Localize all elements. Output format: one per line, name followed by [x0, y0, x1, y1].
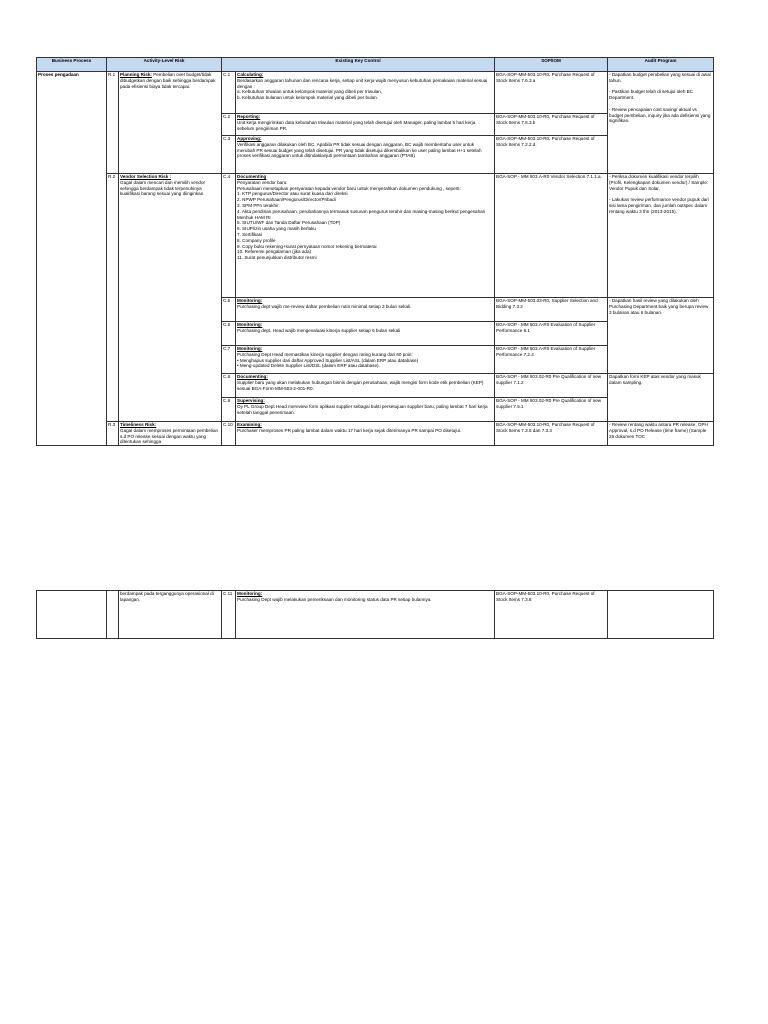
audit-cell: - Review rentang waktu antara PR release, OPH Approval, s.d PO Release (time frame) (Sample 25 dokumen TOC	[608, 422, 714, 446]
risk-control-table	[36, 57, 714, 446]
sop-cell: BGA-SOP - MM 503.A-R0 Evaluation of Supplier Performance 7.2.4	[495, 346, 608, 374]
control-code-cell: C.8	[222, 374, 236, 398]
header-row	[37, 58, 714, 72]
control-code-cell: C.3	[222, 136, 236, 174]
header-sop: SOP/IOM	[495, 58, 608, 72]
header-key-control: Existing Key Control	[222, 58, 495, 72]
sop-cell: BGA-SOP - MM 503.02-R0 Pre Qualification of new supplier 7.1.2	[495, 374, 608, 398]
audit-cell: - Dapatkan budget pembelian yang sesuai di awal tahun. - Pastikan budget telah di setujui oleh BC Department. - Review pencapaian cost saving/ aktual vs budget pembelian, inquiry jika ada defisiensi yang signifikan.	[608, 72, 714, 174]
control-cell: Documenting: Supplier baru yang akan melakukan hubungan bisnis dengan perusahaan, wajib mengisi form kode etik pembelian (KEP) sesuai BGA-Form-MM-503-2-001-R0.	[236, 374, 495, 398]
risk-cell: Timeliness Risk: Gagal dalam memproses permintaan pembelian s.d PO release sesuai dengan waktu yang ditentukan sehingga	[119, 422, 222, 446]
risk-cell: Vendor Selection Risk : Gagal dalam mencari dan memilih vendor sehingga berdampak tidak terpenuhinya kualifikasi barang sesuai yang diinginkan.	[119, 174, 222, 422]
control-code-cell: C.1	[222, 72, 236, 114]
sop-cell: BGA-SOP-MM-503.10-R0, Purchase Request of Stock Items 7.2.2.d.	[495, 136, 608, 174]
control-code-cell: C.6	[222, 322, 236, 346]
control-cell: Monitoring: Purchasing Dept wajib melakukan pemeriksaan dan monitoring status data PR setiap bulannya.	[236, 591, 495, 639]
risk-code-cell: R.1	[107, 72, 119, 174]
risk-code-cell: R.3	[107, 422, 119, 446]
header-activity-risk: Activity-Level Risk	[107, 58, 222, 72]
table-row	[37, 422, 714, 446]
control-code-cell: C.11	[222, 591, 236, 639]
control-cell: Supervising: Oy PL Group Dept Head mereview form aplikasi supplier sebagai bukti persetujuan supplier baru, paling lambat 7 hari kerja setelah tanggal penerimaan.	[236, 398, 495, 422]
business-process-cell	[37, 591, 107, 639]
audit-cell	[608, 591, 714, 639]
sop-cell: BGA-SOP-MM-503.10-R0, Purchase Request of Stock Items 7.6.3.a	[495, 72, 608, 114]
control-cell: Calculating: Berdasarkan anggaran tahunan dan rencana kerja, setiap unit kerja wajib menyusun kebutuhan pemakaian material sesuai dengan : a. Kebutuhan triwulan untuk kelompok material yang dibeli per triwulan, b. Kebutuhan bulanan untuk kelompok material yang dibeli per bulan.	[236, 72, 495, 114]
control-code-cell: C.2	[222, 114, 236, 136]
control-code-cell: C.9	[222, 398, 236, 422]
control-cell: Monitoring: Purchasing Dept Head memastikan kinerja supplier dengan rating kurang dari 60 poin: • Menghapus supplier dari daftar Approved Supplier List/ASL (dalam ERP atau database) • Meng-updated Delete Supplier List/DSL (dalam ERP atau database).	[236, 346, 495, 374]
control-cell: Monitoring: Purchasing dept. Head wajib mengevaluasi kinerja supplier setiap 6 bulan sekali	[236, 322, 495, 346]
risk-code-cell	[107, 591, 119, 639]
audit-cell: - Dapatkan hasil review yang dilakukan oleh Purchasing Department baik yang berupa review 3 bulanan atau 6 bulanan.	[608, 298, 714, 374]
audit-cell: - Periksa dokumen kualifikasi vendor terpilih (Profil, Kelengkapan dokumen vendor) / Sample: Vendor Pupuk dan Solar. - Lakukan review performance vendor pupuk dari sisi lama pengiriman, dan jumlah outspec dalam rentang waktu 3 thn (2013-2015).	[608, 174, 714, 298]
sop-cell: BGA-SOP - MM 503.A-R0 Vendor Selection 7.1.1.a.	[495, 174, 608, 298]
business-process-cell: Proses pengadaan	[37, 72, 107, 446]
table-row	[37, 174, 714, 298]
risk-cell: berdampak pada terganggunya operasional di lapangan.	[119, 591, 222, 639]
control-cell: Reporting: Unit kerja mengirimkan data kebutuhan triwulan material yang telah disetujui oleh Manager, paling lambat 5 hari kerja sebelum pengiriman PR.	[236, 114, 495, 136]
table-row	[37, 591, 714, 639]
control-code-cell: C.7	[222, 346, 236, 374]
control-cell: Examining: Purchaser memproses PR paling lambat dalam waktu 17 hari kerja sejak diterimanya PR sampai PO disetujui.	[236, 422, 495, 446]
control-cell: Approving: Verifikasi anggaran dilakukan oleh BC. Apabila PR tidak sesuai dengan anggaran, BC wajib memberitahu user untuk merubah PR sesuai budget yang telah disetujui. PR yang tidak disetujui dikembalikan ke user paling lambat H+1 setelah proses verifikasi anggaran untuk ditindaklanjuti permintaan tambahan anggaran (PTAB)	[236, 136, 495, 174]
risk-code-cell: R.2	[107, 174, 119, 422]
risk-control-table-continued	[36, 590, 714, 639]
sop-cell: BGA-SOP-MM-503.10-R0, Purchase Request of Stock Items 7.3.5 dan 7.3.3	[495, 422, 608, 446]
control-cell: Documenting Penyaratan vendor baru: Perusahaan menetapkan persyaratan kepada vendor baru untuk menyerahkan dokumen pendukung , seperti: 1. KTP pengurus/Director atau surat kuasa dari direksi 2. NPWP Perusahaan/Pengurus/Director/Pribadi 3. SPM PPn terakhir 4. Akta pendirian perusahaan, perubahannya termasuk susunan pengurus terahir dan masing-masing berikut pengesahan Menhuk HAM RI 5. SIUTU/WF dan Tanda Daftar Perusahaan (TDP) 6. SIUP/izin usaha yang masih berlaku 7. Sertifikasi 8. Company profile 9. Copy buku rekening+surat pernyataan nomor rekening bermaterai 10. Referensi pengalaman (jika ada) 11. Surat penunjukkan distributor resmi	[236, 174, 495, 298]
risk-cell: Planning Risk: Pembelian over budget/tidak dibudgetkan dengan baik sehingga berdampak pada efisiensi biaya tidak tercapai.	[119, 72, 222, 174]
header-audit-program: Audit Program	[608, 58, 714, 72]
sop-cell: BGA-SOP-MM-503.03-R0, Supplier Selection and Bidding 7.3.2	[495, 298, 608, 322]
control-code-cell: C.10	[222, 422, 236, 446]
control-cell: Monitoring: Purchasing dept wajib me-review daftar pembelian rutin minimal setiap 3 bulan sekali.	[236, 298, 495, 322]
audit-cell: Dapatkan form KEP atas vendor yang masuk dalam sampling.	[608, 374, 714, 422]
sop-cell: BGA-SOP-MM-503.10-R0, Purchase Request of Stock Items 7.6.3.b	[495, 114, 608, 136]
sop-cell: BGA-SOP - MM 503.A-R0 Evaluation of Supplier Performance 6.1	[495, 322, 608, 346]
control-code-cell: C.4	[222, 174, 236, 298]
header-business-process: Business Process	[37, 58, 107, 72]
sop-cell: BGA-SOP-MM-503.10-R0, Purchase Request of Stock Items 7.3.8	[495, 591, 608, 639]
control-code-cell: C.5	[222, 298, 236, 322]
sop-cell: BGA-SOP - MM 503.02-R0 Pre Qualification of new supplier 7.5.1	[495, 398, 608, 422]
table-row	[37, 72, 714, 114]
